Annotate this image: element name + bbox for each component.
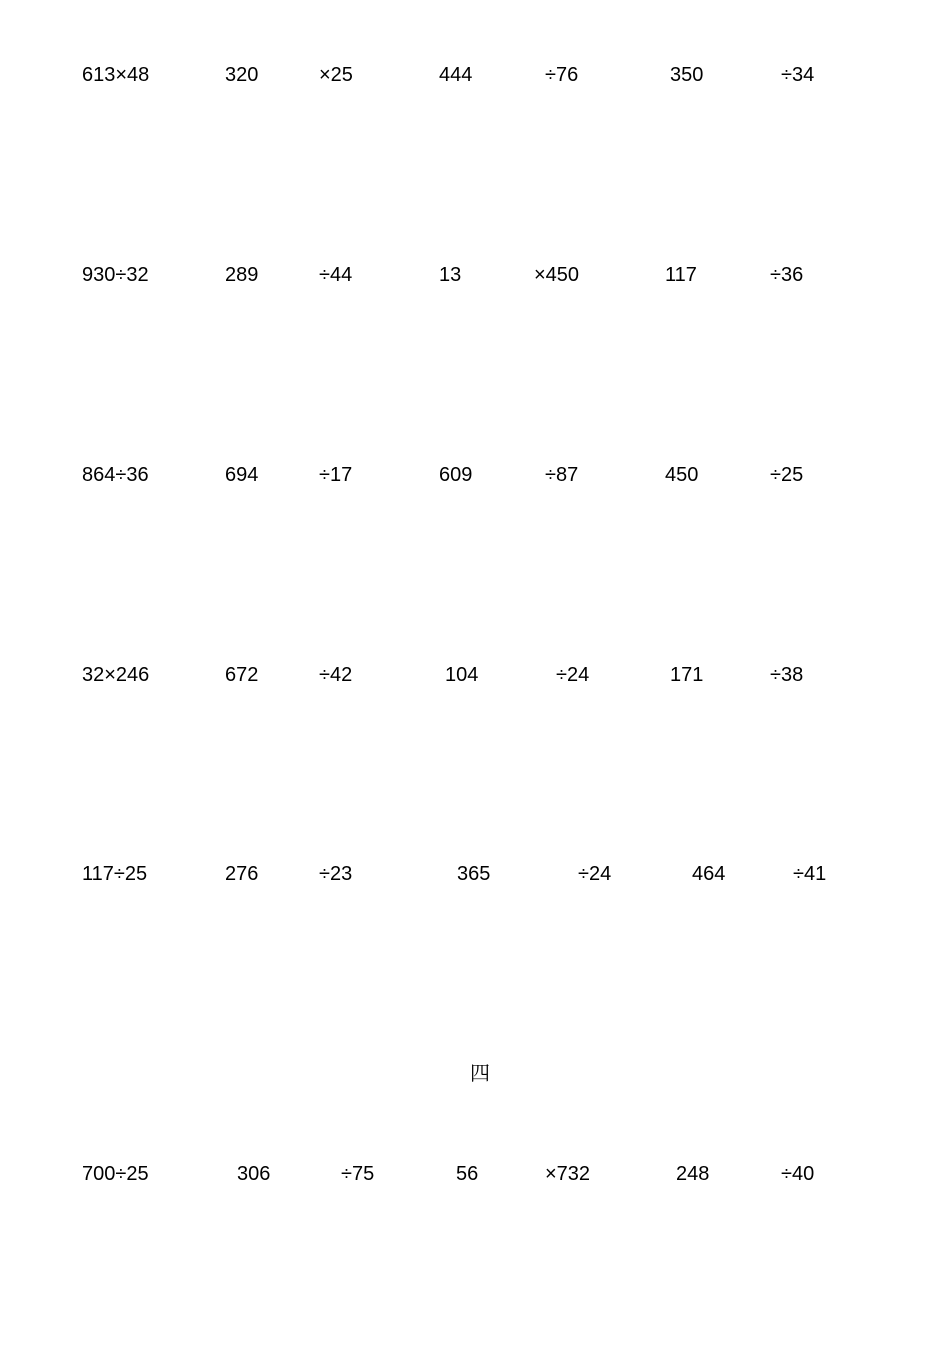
problem-1-3-right: ÷76 (545, 64, 579, 86)
problem-4-2-left: 672 (225, 664, 259, 686)
problem-2-2-left: 289 (225, 264, 259, 286)
problem-row-3 (0, 460, 950, 490)
problem-3-1: 864÷36 (82, 464, 149, 486)
problem-6-2-left: 306 (237, 1163, 271, 1185)
problem-5-4-left: 464 (692, 863, 726, 885)
problem-5-3-left: 365 (457, 863, 491, 885)
problem-6-1: 700÷25 (82, 1163, 149, 1185)
problem-4-2-right: ÷42 (319, 664, 353, 686)
problem-3-3-left: 609 (439, 464, 473, 486)
problem-2-1: 930÷32 (82, 264, 149, 286)
problem-6-3-left: 56 (456, 1163, 479, 1185)
problem-3-3-right: ÷87 (545, 464, 579, 486)
problem-4-3-right: ÷24 (556, 664, 590, 686)
problem-1-1: 613×48 (82, 64, 150, 86)
problem-1-4-left: 350 (670, 64, 704, 86)
problem-4-4-left: 171 (670, 664, 704, 686)
problem-6-4-right: ÷40 (781, 1163, 815, 1185)
problem-4-1: 32×246 (82, 664, 150, 686)
problem-6-4-left: 248 (676, 1163, 710, 1185)
problem-row-4 (0, 660, 950, 690)
problem-2-2-right: ÷44 (319, 264, 353, 286)
problem-5-4-right: ÷41 (793, 863, 827, 885)
problem-5-2-right: ÷23 (319, 863, 353, 885)
problem-2-4-right: ÷36 (770, 264, 804, 286)
problem-3-2-left: 694 (225, 464, 259, 486)
problem-1-3-left: 444 (439, 64, 473, 86)
problem-5-2-left: 276 (225, 863, 259, 885)
problem-1-2-left: 320 (225, 64, 259, 86)
problem-2-4-left: 117 (665, 264, 697, 286)
problem-1-4-right: ÷34 (781, 64, 815, 86)
problem-4-3-left: 104 (445, 664, 479, 686)
problem-5-1: 117÷25 (82, 863, 148, 885)
problem-6-2-right: ÷75 (341, 1163, 375, 1185)
problem-3-4-right: ÷25 (770, 464, 804, 486)
problem-3-4-left: 450 (665, 464, 699, 486)
problem-row-1 (0, 60, 950, 90)
problem-4-4-right: ÷38 (770, 664, 804, 686)
problem-row-6 (0, 1159, 950, 1189)
problem-row-2 (0, 260, 950, 290)
section-heading: 四 (470, 1061, 490, 1085)
problem-6-3-right: ×732 (545, 1163, 591, 1185)
problem-2-3-left: 13 (439, 264, 462, 286)
problem-row-5 (0, 859, 950, 889)
problem-1-2-right: ×25 (319, 64, 353, 86)
problem-5-3-right: ÷24 (578, 863, 612, 885)
problem-3-2-right: ÷17 (319, 464, 353, 486)
problem-2-3-right: ×450 (534, 264, 580, 286)
